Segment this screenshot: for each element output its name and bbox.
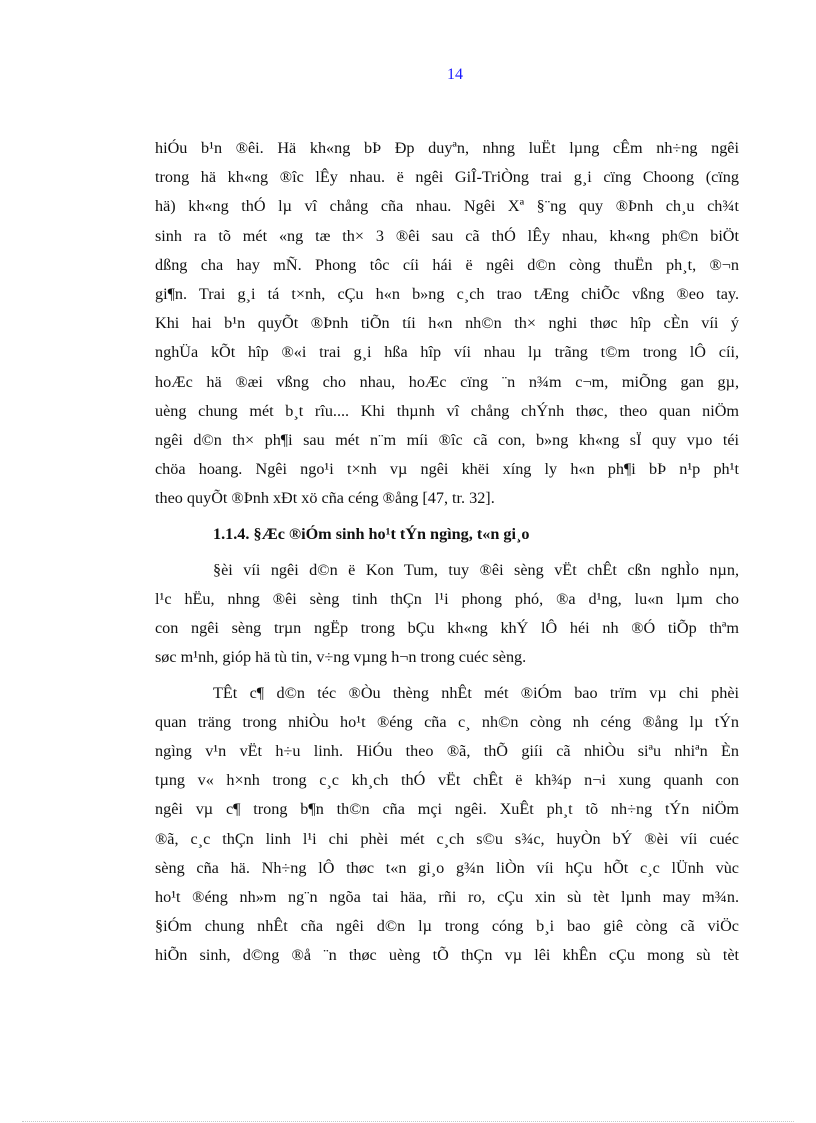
text-line: ngìng v¹n vËt h÷u linh. HiÓu theo ®ã, thÕ giíi cã nhiÒu siªu nhiªn Èn [155,742,739,761]
text-line: tµng v« h×nh trong c¸c kh¸ch thÓ vËt chÊt ë kh¾p n¬i xung quanh con [155,771,739,790]
page-body [155,134,739,971]
text-line: Khi hai b¹n quyÕt ®Þnh tiÕn tíi h«n nh©n th× nghi thøc hîp cÈn víi ý [155,314,739,333]
paragraph-spiritual-life [155,556,739,673]
text-line: chöa hoang. Ngêi ngo¹i t×nh vµ ngêi khëi xíng ly h«n ph¶i bÞ n¹p ph¹t [155,460,739,479]
text-line: trong hä kh«ng ®îc lÊy nhau. ë ngêi GiÎ-TriÒng trai g¸i cïng Choong (cïng [155,168,739,187]
text-line: ®ã, c¸c thÇn linh l¹i chi phèi mét c¸ch s©u s¾c, huyÒn bÝ ®èi víi cuéc [155,829,739,848]
text-line: søc m¹nh, gióp hä tù tin, v÷ng vµng h¬n trong cuéc sèng. [155,648,527,667]
text-line: theo quyÕt ®Þnh xÐt xö cña céng ®ång [47, tr. 32]. [155,489,495,508]
text-line: dßng cha hay mÑ. Phong tôc cíi hái ë ngêi d©n còng thuËn ph¸t, ®¬n [155,255,739,274]
paragraph-animism-beliefs [155,679,739,971]
paragraph-marriage-customs [155,134,739,514]
text-line: §èi víi ngêi d©n ë Kon Tum, tuy ®êi sèng vËt chÊt cßn nghÌo nµn, [213,560,739,579]
text-line: ho¹t ®éng nh»m ng¨n ngõa tai häa, rñi ro, cÇu xin sù tèt lµnh may m¾n. [155,888,739,907]
text-line: gi¶n. Trai g¸i tá t×nh, cÇu h«n b»ng c¸ch trao tÆng chiÕc vßng ®eo tay. [155,285,739,304]
text-line: §iÓm chung nhÊt cña ngêi d©n lµ trong cóng b¸i bao giê còng cã viÖc [155,917,739,936]
text-line: hä) kh«ng thÓ lµ vî chång cña nhau. Ngêi Xª §¨ng quy ®Þnh ch¸u ch¾t [155,197,739,216]
page-bottom-divider [22,1121,794,1122]
text-line: ngêi vµ c¶ trong b¶n th©n cña mçi ngêi. XuÊt ph¸t tõ nh÷ng tÝn niÖm [155,800,739,819]
page-number: 14 [447,66,463,83]
text-line: hiÓu b¹n ®êi. Hä kh«ng bÞ Ðp duyªn, nhng luËt lµng cÊm nh÷ng ngêi [155,139,739,157]
text-line: sèng cña hä. Nh÷ng lÔ thøc t«n gi¸o g¾n liÒn víi hÇu hÕt c¸c lÜnh vùc [155,858,739,877]
text-line: ngêi d©n th× ph¶i sau mét n¨m míi ®îc cã con, b»ng kh«ng sÏ quy vµo téi [155,431,739,450]
text-line: uèng chung mét b¸t rîu.... Khi thµnh vî chång chÝnh thøc, theo quan niÖm [155,401,739,420]
section-heading: 1.1.4. §Æc ®iÓm sinh ho¹t tÝn ngìng, t«n gi¸o [213,524,530,543]
text-line: nghÜa kÕt hîp ®«i trai g¸i hßa hîp víi nhau lµ trãng t©m trong lÔ cíi, [155,343,739,362]
text-line: hoÆc hä ®æi vßng cho nhau, hoÆc cïng ¨n n¾m c¬m, miÕng gan gµ, [155,372,739,391]
text-line: quan träng trong nhiÒu ho¹t ®éng cña c¸ nh©n còng nh céng ®ång lµ tÝn [155,712,739,731]
text-line: l¹c hËu, nhng ®êi sèng tinh thÇn l¹i phong phó, ®a d¹ng, lu«n lµm cho [155,590,739,609]
text-line: con ngêi sèng trµn ngËp trong bÇu kh«ng khÝ lÔ héi nh ®Ó tiÕp thªm [155,619,739,638]
text-line: sinh ra tõ mét «ng tæ th× 3 ®êi sau cã thÓ lÊy nhau, kh«ng ph©n biÖt [155,226,739,245]
text-line: TÊt c¶ d©n téc ®Òu thèng nhÊt mét ®iÓm bao trïm vµ chi phèi [213,683,739,702]
text-line: hiÕn sinh, d©ng ®å ¨n thøc uèng tÕ thÇn vµ lêi khÊn cÇu mong sù tèt [155,946,739,965]
